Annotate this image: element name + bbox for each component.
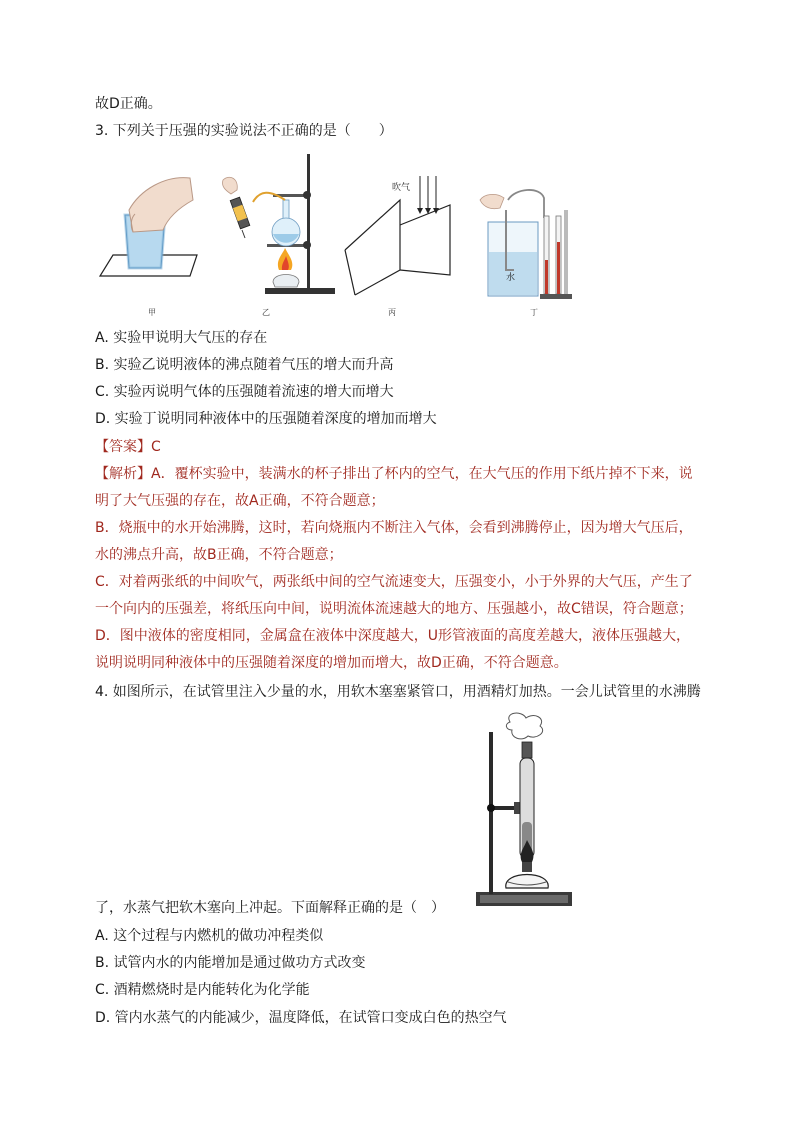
q4-stem-line-1: 4. 如图所示，在试管里注入少量的水，用软木塞塞紧管口，用酒精灯加热。一会儿试管里的水沸腾 [95,684,701,700]
figure-bing [340,170,460,300]
q3-analysis-line-6: 一个向内的压强差，将纸压向中间，说明流体流速越大的地方、压强越小，故C错误，符合题意； [95,601,693,617]
top-line: 故D正确。 [95,96,162,112]
q3-analysis-line-5: C．对着两张纸的中间吹气，两张纸中间的空气流速变大，压强变小，小于外界的大气压，产生了 [95,574,693,590]
q3-analysis-line-1 [95,464,693,484]
caption-bing: 丙 [388,308,396,317]
q3-option-a: A. 实验甲说明大气压的存在 [95,330,268,346]
caption-jia: 甲 [148,308,156,317]
q4-option-a: A. 这个过程与内燃机的做功冲程类似 [95,928,324,944]
caption-ding: 丁 [530,308,538,317]
q3-answer: 【答案】C [95,439,161,455]
figure-jia [95,170,205,282]
figure-ding [470,180,585,302]
analysis-head: 【解析】 [95,466,151,482]
figure-yi [215,150,335,300]
q4-option-b: B. 试管内水的内能增加是通过做功方式改变 [95,955,366,971]
q3-analysis-line-8: 说明说明同种液体中的压强随着深度的增加而增大，故D正确，不符合题意。 [95,655,568,671]
q3-option-d: D. 实验丁说明同种液体中的压强随着深度的增加而增大 [95,411,437,427]
figure-q4 [470,712,580,912]
q4-stem-line-2: 了，水蒸气把软木塞向上冲起。下面解释正确的是（ ） [95,900,445,916]
q4-option-c: C. 酒精燃烧时是内能转化为化学能 [95,982,310,998]
q3-option-c: C. 实验丙说明气体的压强随着流速的增大而增大 [95,384,394,400]
q3-analysis-line-7: D．图中液体的密度相同，金属盒在液体中深度越大，U形管液面的高度差越大，液体压强越大， [95,628,691,644]
blow-label: 吹气 [392,183,411,193]
q3-analysis-line-3: B．烧瓶中的水开始沸腾，这时，若向烧瓶内不断注入气体，会看到沸腾停止，因为增大气压后， [95,520,693,536]
q3-analysis-line-4: 水的沸点升高，故B正确，不符合题意； [95,547,343,563]
analysis-text: A．覆杯实验中，装满水的杯子排出了杯内的空气，在大气压的作用下纸片掉不下来，说 [151,466,693,482]
water-label: 水 [506,273,516,283]
caption-yi: 乙 [262,308,270,317]
q3-stem: 3. 下列关于压强的实验说法不正确的是（ ） [95,123,393,139]
q4-option-d: D. 管内水蒸气的内能减少，温度降低，在试管口变成白色的热空气 [95,1010,507,1026]
q3-analysis-line-2: 明了大气压强的存在，故A正确，不符合题意； [95,493,385,509]
q3-option-b: B. 实验乙说明液体的沸点随着气压的增大而升高 [95,357,394,373]
